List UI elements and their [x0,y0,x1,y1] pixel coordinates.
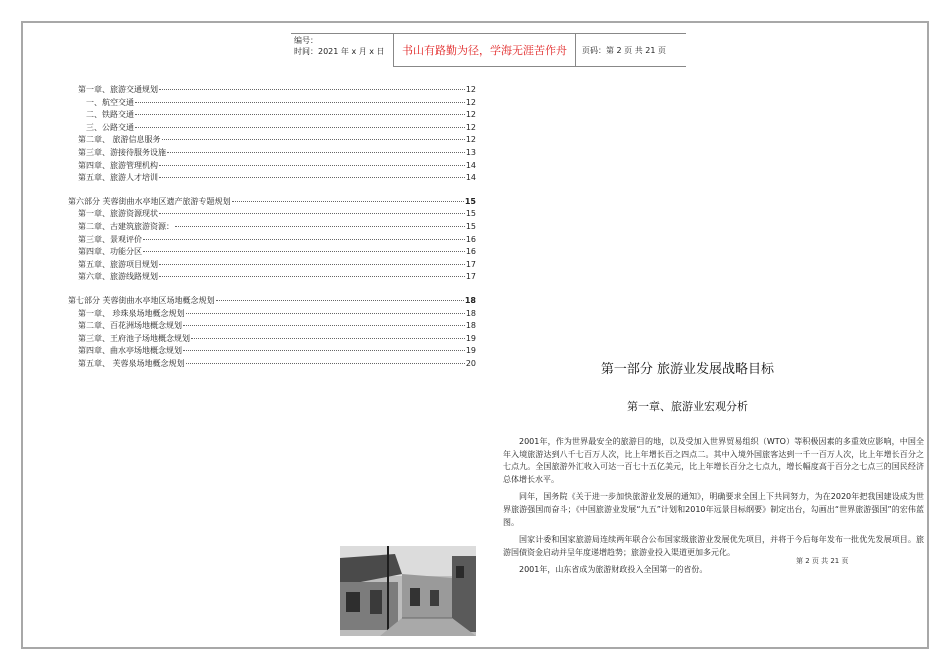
toc-entry-title: 第五章、旅游人才培训 [78,173,158,183]
toc-entry[interactable] [68,84,476,97]
toc-part-entry[interactable] [68,196,476,209]
toc-page-number: 18 [464,295,476,305]
toc-page-number: 13 [465,147,476,157]
toc-entry[interactable] [68,160,476,173]
toc-page-number: 14 [465,173,476,183]
toc-page-number: 17 [465,272,476,282]
toc-dot-leader [135,127,465,128]
toc-dot-leader [162,139,465,140]
toc-dot-leader [159,177,465,178]
toc-dot-leader [183,350,465,351]
toc-entry[interactable] [68,122,476,135]
table-of-contents [68,84,476,370]
toc-entry[interactable] [68,234,476,247]
toc-entry-title: 二、铁路交通 [86,110,134,120]
toc-page-number: 12 [465,85,476,94]
part-title: 第一部分 旅游业发展战略目标 [600,362,775,377]
toc-dot-leader [159,276,465,277]
toc-dot-leader [183,325,465,326]
toc-part-entry[interactable] [68,295,476,308]
toc-spacer [68,284,476,295]
toc-page-number: 12 [465,135,476,145]
toc-dot-leader [143,239,465,240]
toc-entry-title: 第四章、旅游管理机构 [78,160,158,170]
street-photo [340,546,476,636]
toc-entry[interactable] [68,147,476,160]
toc-dot-leader [175,226,465,227]
toc-entry-title: 第一章、旅游交通规划 [78,85,158,94]
toc-entry-title: 第二章、古建筑旅游资源： [78,221,174,231]
toc-entry[interactable] [68,246,476,259]
paragraph: 同年，国务院《关于进一步加快旅游业发展的通知》，明确要求全国上下共同努力，为在2020年把我国建设成为世界旅游强国而奋斗；《中国旅游业发展“九五”计划和2010年远景目标纲要》制定出台，勾画出“世界旅游强国”的宏伟蓝图。 [503,492,924,527]
toc-dot-leader [216,300,464,301]
toc-page-number: 14 [465,160,476,170]
toc-entry[interactable] [68,109,476,122]
toc-entry-title: 第一章、旅游资源现状 [78,209,158,219]
toc-entry[interactable] [68,320,476,333]
toc-entry[interactable] [68,259,476,272]
toc-entry-title: 第三章、游接待服务设施 [78,147,166,157]
toc-dot-leader [135,114,465,115]
toc-entry-title: 第二章、 旅游信息服务 [78,135,161,145]
toc-dot-leader [186,363,465,364]
toc-entry[interactable] [68,358,476,371]
toc-dot-leader [159,165,465,166]
toc-page-number: 18 [465,321,476,331]
toc-entry-title: 第七部分 芙蓉街曲水亭地区场地概念规划 [68,295,215,305]
toc-entry[interactable] [68,345,476,358]
toc-entry-title: 第四章、功能分区 [78,247,142,257]
toc-page-number: 15 [464,196,476,206]
toc-entry[interactable] [68,308,476,321]
toc-entry-title: 第四章、曲水亭场地概念规划 [78,346,182,356]
toc-page-number: 12 [465,110,476,120]
toc-dot-leader [167,152,465,153]
toc-entry-title: 第六章、旅游线路规划 [78,272,158,282]
toc-entry-title: 第二章、百花洲场地概念规划 [78,321,182,331]
toc-page-number: 16 [465,234,476,244]
toc-page-number: 20 [465,358,476,368]
toc-page-number: 16 [465,247,476,257]
toc-page-number: 19 [465,333,476,343]
toc-entry[interactable] [68,208,476,221]
toc-entry-title: 第三章、王府池子场地概念规划 [78,333,190,343]
toc-entry[interactable] [68,134,476,147]
toc-spacer [68,185,476,196]
toc-dot-leader [159,89,465,90]
toc-page-number: 19 [465,346,476,356]
toc-dot-leader [191,338,465,339]
toc-entry[interactable] [68,172,476,185]
toc-page-number: 15 [465,209,476,219]
header-slogan: 书山有路勤为径，学海无涯苦作舟 [394,33,576,67]
paragraph: 国家计委和国家旅游局连续两年联合公布国家级旅游业发展优先项目，并将于今后每年发布一批优先发展项目。旅游国债资金启动并呈年度递增趋势；旅游业投入渠道更加多元化。 [503,535,924,557]
toc-entry-title: 第五章、 芙蓉泉场地概念规划 [78,358,185,368]
header-page-label: 页码：第 2 页 共 21 页 [576,33,686,67]
toc-page-number: 18 [465,308,476,318]
toc-entry-title: 第三章、景观评价 [78,234,142,244]
toc-entry-title: 第一章、 珍珠泉场地概念规划 [78,308,185,318]
toc-entry-title: 第五章、旅游项目规划 [78,259,158,269]
toc-dot-leader [159,264,465,265]
toc-entry-title: 三、公路交通 [86,122,134,132]
toc-dot-leader [159,213,465,214]
body-text [503,436,924,582]
chapter-title: 第一章、旅游业宏观分析 [627,400,748,413]
header-code-label: 编号： [294,36,318,45]
header-meta-cell [291,33,394,67]
toc-entry[interactable] [68,221,476,234]
toc-page-number: 12 [465,97,476,107]
toc-entry[interactable] [68,271,476,284]
toc-page-number: 15 [465,221,476,231]
toc-page-number: 12 [465,122,476,132]
toc-dot-leader [135,102,465,103]
toc-entry-title: 一、航空交通 [86,97,134,107]
toc-entry[interactable] [68,333,476,346]
toc-entry-title: 第六部分 芙蓉街曲水亭地区遗产旅游专题规划 [68,196,231,206]
toc-dot-leader [186,313,465,314]
paragraph: 2001年，山东省成为旅游财政投入全国第一的省份。 [519,565,708,575]
toc-entry[interactable] [68,97,476,110]
toc-dot-leader [232,201,464,202]
toc-page-number: 17 [465,259,476,269]
header-time-label: 时间：2021 年 x 月 x 日 [294,47,385,56]
page-footer: 第 2 页 共 21 页 [796,557,849,565]
toc-dot-leader [143,251,465,252]
paragraph: 2001年，作为世界最安全的旅游目的地，以及受加入世界贸易组织（WTO）等积极因素的多重效应影响，中国全年入境旅游达到八千七百万人次，比上年增长百之四点二。其中入境外国旅客达到一千一百万人次，比上年增长百分之七点九。全国旅游外汇收入可达一百七十五亿美元，比上年增长百分之七点九，增长幅度高于百分之七点三的国民经济总体增长水平。 [503,437,924,484]
